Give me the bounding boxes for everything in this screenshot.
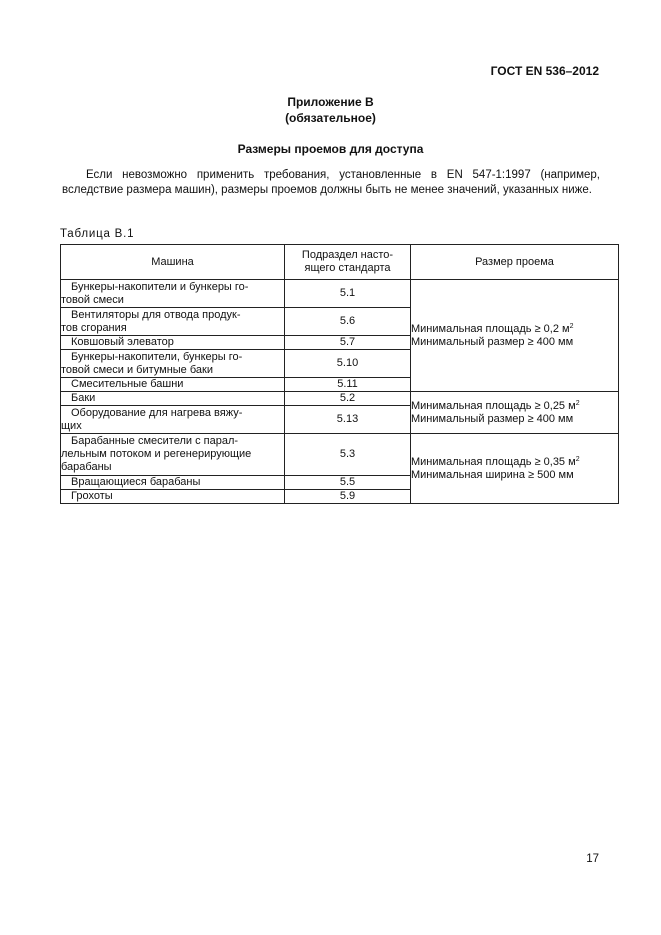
- subsection-cell: 5.2: [285, 392, 411, 406]
- size-line: Минимальная ширина ≥ 500 мм: [411, 468, 574, 481]
- machine-line: Вентиляторы для отвода продук-: [71, 308, 241, 321]
- table-caption: Таблица В.1: [60, 228, 135, 240]
- machine-cell: [61, 476, 285, 490]
- machine-line: Оборудование для нагрева вяжу-: [71, 406, 243, 419]
- size-line: Минимальная площадь ≥ 0,25 $м^2$: [411, 399, 580, 412]
- table-row: [61, 280, 619, 308]
- machine-line: Смесительные башни: [71, 378, 184, 390]
- header-subsection-line1: Подраздел насто-: [301, 249, 394, 261]
- machine-line: Вращающиеся барабаны: [71, 476, 201, 488]
- machine-line: Бункеры-накопители, бункеры го-: [71, 350, 243, 363]
- machine-line: товой смеси: [61, 293, 124, 306]
- table-header-row: [61, 245, 619, 280]
- subsection-cell: 5.3: [285, 434, 411, 476]
- size-line: Минимальный размер ≥ 400 мм: [411, 412, 574, 425]
- machine-cell: [61, 434, 285, 476]
- subsection-cell: 5.6: [285, 308, 411, 336]
- machine-line: Бункеры-накопители и бункеры го-: [71, 280, 249, 293]
- machine-line: Грохоты: [71, 490, 113, 502]
- machine-cell: [61, 490, 285, 504]
- section-title: Размеры проемов для доступа: [237, 142, 424, 156]
- size-line: Минимальная площадь ≥ 0,2 $м^2$: [411, 322, 574, 335]
- appendix-title: Приложение В: [287, 95, 374, 109]
- table-row: [61, 392, 619, 406]
- machine-line: лельным потоком и регенерирующие: [61, 448, 252, 460]
- machine-cell: [61, 350, 285, 378]
- subsection-cell: 5.7: [285, 336, 411, 350]
- subsection-cell: 5.1: [285, 280, 411, 308]
- machine-cell: [61, 308, 285, 336]
- subsection-cell: 5.13: [285, 406, 411, 434]
- machine-line: щих: [61, 419, 82, 432]
- machine-line: Ковшовый элеватор: [71, 336, 174, 348]
- machine-line: Баки: [71, 392, 96, 404]
- machine-cell: [61, 280, 285, 308]
- size-line: Минимальный размер ≥ 400 мм: [411, 335, 574, 348]
- size-cell: [411, 280, 619, 392]
- intro-paragraph: Если невозможно применить требования, установленные в EN 547-1:1997 (например, вследствие размера машин), размеры проемов должны быть не менее значений, указанных ниже.: [62, 169, 600, 196]
- machine-cell: [61, 336, 285, 350]
- access-openings-table: [60, 244, 619, 504]
- machine-cell: [61, 378, 285, 392]
- table-row: [61, 434, 619, 476]
- machine-cell: [61, 392, 285, 406]
- standard-code: ГОСТ EN 536–2012: [490, 64, 599, 78]
- header-subsection-line2: ящего стандарта: [304, 262, 391, 274]
- appendix-status: (обязательное): [285, 111, 376, 125]
- page-number: 17: [586, 853, 599, 865]
- machine-line: барабаны: [61, 461, 112, 473]
- header-size: Размер проема: [411, 245, 619, 280]
- subsection-cell: 5.5: [285, 476, 411, 490]
- machine-line: Барабанные смесители с парал-: [71, 435, 239, 447]
- subsection-cell: 5.9: [285, 490, 411, 504]
- header-subsection: [285, 245, 411, 280]
- size-cell: [411, 392, 619, 434]
- header-machine: Машина: [61, 245, 285, 280]
- machine-cell: [61, 406, 285, 434]
- size-cell: [411, 434, 619, 504]
- subsection-cell: 5.11: [285, 378, 411, 392]
- machine-line: товой смеси и битумные баки: [61, 363, 213, 376]
- machine-line: тов сгорания: [61, 321, 127, 334]
- size-line: Минимальная площадь ≥ 0,35 $м^2$: [411, 455, 580, 468]
- subsection-cell: 5.10: [285, 350, 411, 378]
